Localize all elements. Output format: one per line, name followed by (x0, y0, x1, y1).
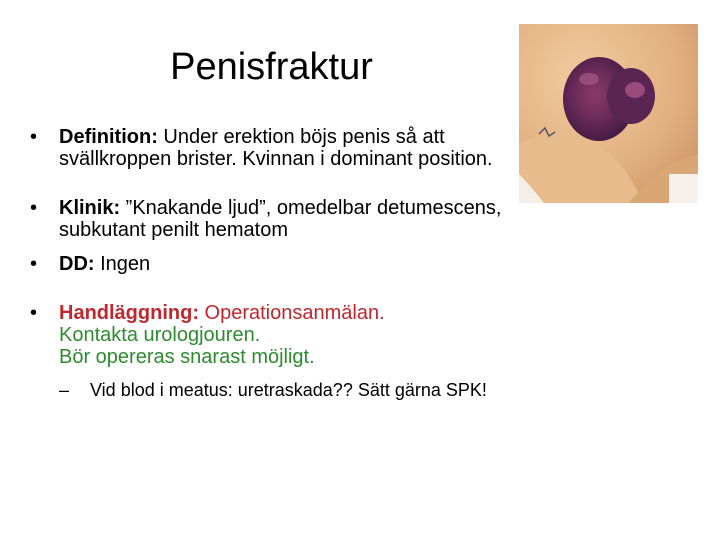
bullet-klinik (30, 197, 530, 241)
bullet-handlaggning (30, 302, 530, 368)
dash-glyph: – (59, 380, 70, 400)
bullet-dot: • (30, 253, 38, 275)
sub-bullet (30, 379, 530, 401)
bullet-dot: • (30, 197, 38, 219)
clinical-photo (519, 24, 698, 203)
bullet-list (30, 126, 530, 401)
bullet-label: Definition: (59, 126, 158, 148)
bullet-label: DD: (59, 253, 95, 275)
bullet-text: Operationsanmälan. (198, 302, 385, 324)
bullet-definition (30, 126, 530, 170)
bullet-line-2: Kontakta urologjouren. (59, 324, 261, 346)
bullet-label: Handläggning: (59, 302, 199, 324)
slide-title: Penisfraktur (170, 46, 373, 88)
bullet-label: Klinik: (59, 197, 121, 219)
bullet-text: Under erektion böjs penis så att svällkroppen brister. Kvinnan i dominant position. (59, 126, 493, 170)
bullet-dot: • (30, 302, 38, 324)
sub-bullet-text: Vid blod i meatus: uretraskada?? Sätt gärna SPK! (90, 380, 487, 400)
bullet-text: Ingen (94, 253, 151, 275)
bullet-dd (30, 253, 530, 275)
bullet-line-3: Bör opereras snarast möjligt. (59, 346, 315, 368)
bullet-text: ”Knakande ljud”, omedelbar detumescens, subkutant penilt hematom (59, 197, 502, 241)
bullet-dot: • (30, 126, 38, 148)
